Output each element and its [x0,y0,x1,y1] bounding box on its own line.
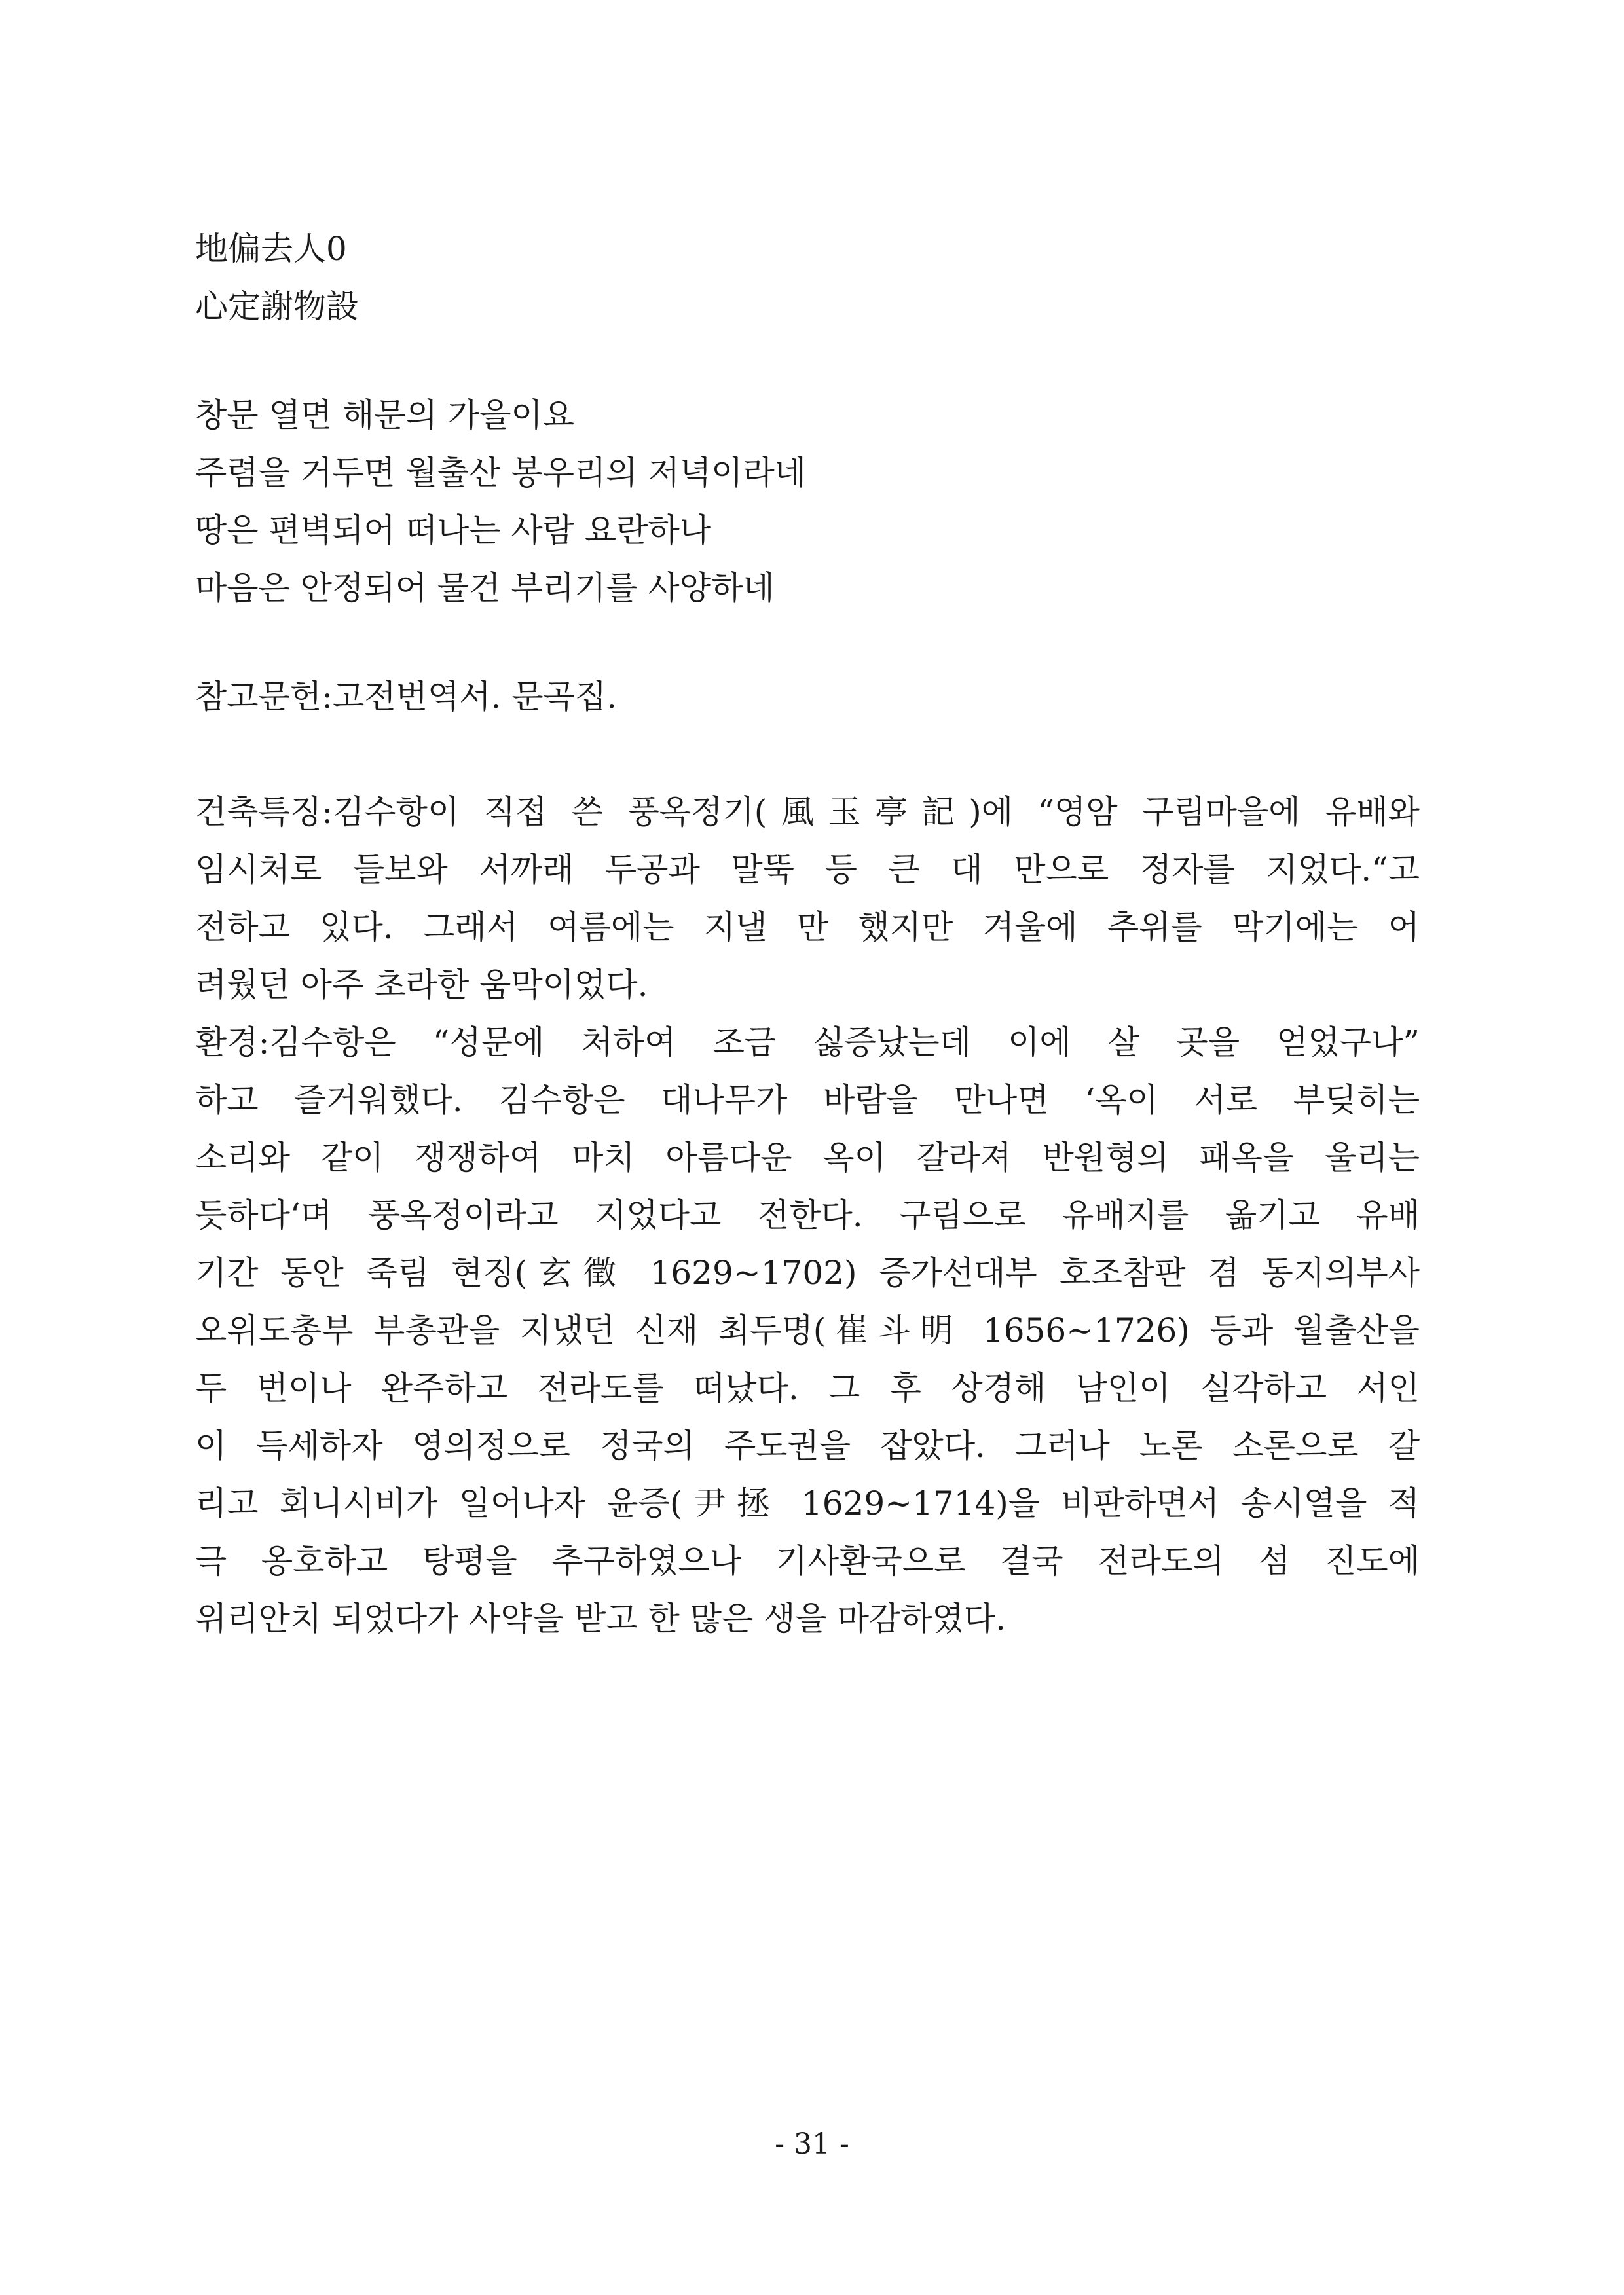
page-number: - 31 - [775,2127,849,2161]
poem-translation [195,386,1420,617]
poem-translation-line: 창문 열면 해문의 가을이요 [195,396,574,434]
poem-translation-line: 땅은 편벽되어 떠나는 사람 요란하나 [195,511,712,549]
architecture-section [195,783,1420,1014]
poem-original-line: 地偏去人0 [195,230,347,268]
architecture-line: 려웠던 아주 초라한 움막이었다. [195,966,648,1004]
poem-translation-line: 주렴을 거두면 월출산 봉우리의 저녁이라네 [195,454,806,492]
environment-line: 소리와 같이 쟁쟁하여 마치 아름다운 옥이 갈라져 반원형의 패옥을 울리는 [195,1139,1420,1177]
environment-line: 두 번이나 완주하고 전라도를 떠났다. 그 후 상경해 남인이 실각하고 서인 [195,1369,1420,1407]
architecture-line: 건축특징:김수항이 직접 쓴 풍옥정기(風玉亭記)에 “영암 구림마을에 유배와 [195,793,1420,831]
poem-original-line: 心定謝物設 [195,287,359,325]
environment-line: 위리안치 되었다가 사약을 받고 한 많은 생을 마감하였다. [195,1600,1006,1638]
environment-line: 극 옹호하고 탕평을 추구하였으나 기사환국으로 결국 전라도의 섬 진도에 [195,1542,1420,1580]
environment-line: 이 득세하자 영의정으로 정국의 주도권을 잡았다. 그러나 노론 소론으로 갈 [195,1427,1420,1465]
environment-line: 기간 동안 죽림 현징(玄徵 1629~1702) 증가선대부 호조참판 겸 동지의부사 [195,1254,1420,1292]
environment-line: 환경:김수항은 “성문에 처하여 조금 싫증났는데 이에 살 곳을 얻었구나” [195,1023,1420,1061]
poem-original [195,220,1420,335]
environment-line: 오위도총부 부총관을 지냈던 신재 최두명(崔斗明 1656~1726) 등과 월출산을 [195,1312,1420,1349]
reference-section [195,668,1420,725]
architecture-line: 전하고 있다. 그래서 여름에는 지낼 만 했지만 겨울에 추위를 막기에는 어 [195,908,1420,946]
reference-text: 참고문헌:고전번역서. 문곡집. [195,678,618,716]
architecture-line: 임시처로 들보와 서까래 두공과 말뚝 등 큰 대 만으로 정자를 지었다.“고 [195,851,1420,889]
environment-line: 듯하다‘며 풍옥정이라고 지었다고 전한다. 구림으로 유배지를 옮기고 유배 [195,1196,1420,1234]
environment-line: 하고 즐거워했다. 김수항은 대나무가 바람을 만나면 ‘옥이 서로 부딪히는 [195,1081,1420,1119]
environment-section [195,1014,1420,1647]
environment-line: 리고 회니시비가 일어나자 윤증(尹拯 1629~1714)을 비판하면서 송시열을 적 [195,1484,1420,1522]
poem-translation-line: 마음은 안정되어 물건 부리기를 사양하네 [195,569,775,607]
